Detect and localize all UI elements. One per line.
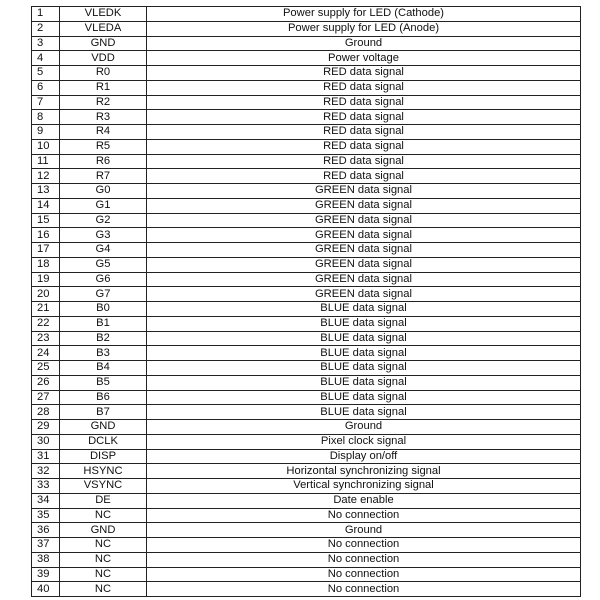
pin-symbol-cell: DCLK [60,434,147,449]
pin-description-cell: GREEN data signal [147,184,581,199]
pin-number-cell: 37 [32,538,60,553]
pin-description-cell: BLUE data signal [147,346,581,361]
pin-description-cell: Power supply for LED (Anode) [147,21,581,36]
pin-description-cell: RED data signal [147,125,581,140]
pin-number-cell: 13 [32,184,60,199]
table-row [32,272,581,287]
pin-symbol-cell: G7 [60,287,147,302]
pin-symbol-cell: VLEDK [60,7,147,22]
table-row [32,287,581,302]
pin-symbol-cell: GND [60,420,147,435]
pin-symbol-cell: HSYNC [60,464,147,479]
pin-description-cell: BLUE data signal [147,316,581,331]
table-row [32,95,581,110]
pin-symbol-cell: DISP [60,449,147,464]
pin-symbol-cell: B5 [60,375,147,390]
pin-description-cell: No connection [147,567,581,582]
pin-number-cell: 33 [32,479,60,494]
pin-description-cell: BLUE data signal [147,302,581,317]
pin-description-cell: GREEN data signal [147,257,581,272]
pin-number-cell: 4 [32,51,60,66]
table-row [32,567,581,582]
pin-symbol-cell: B4 [60,361,147,376]
table-row [32,154,581,169]
pin-number-cell: 38 [32,552,60,567]
pin-symbol-cell: R3 [60,110,147,125]
pin-symbol-cell: NC [60,552,147,567]
pin-symbol-cell: B2 [60,331,147,346]
pin-number-cell: 19 [32,272,60,287]
pin-description-cell: Power supply for LED (Cathode) [147,7,581,22]
pin-number-cell: 21 [32,302,60,317]
table-row [32,479,581,494]
pin-number-cell: 32 [32,464,60,479]
pin-number-cell: 36 [32,523,60,538]
pin-description-cell: GREEN data signal [147,287,581,302]
pin-description-cell: RED data signal [147,66,581,81]
pin-description-cell: BLUE data signal [147,361,581,376]
table-row [32,552,581,567]
pin-number-cell: 2 [32,21,60,36]
pin-table-body [32,7,581,597]
pin-description-cell: No connection [147,552,581,567]
pin-symbol-cell: G2 [60,213,147,228]
table-row [32,257,581,272]
pin-number-cell: 3 [32,36,60,51]
pin-number-cell: 40 [32,582,60,597]
pin-number-cell: 39 [32,567,60,582]
pin-symbol-cell: G6 [60,272,147,287]
table-row [32,213,581,228]
table-row [32,7,581,22]
pin-symbol-cell: R0 [60,66,147,81]
table-row [32,523,581,538]
pin-description-cell: BLUE data signal [147,405,581,420]
pin-symbol-cell: G5 [60,257,147,272]
pin-description-cell: Ground [147,36,581,51]
table-row [32,390,581,405]
pin-assignment-table [31,6,581,597]
pin-symbol-cell: NC [60,567,147,582]
table-row [32,346,581,361]
pin-description-cell: RED data signal [147,169,581,184]
pin-description-cell: Ground [147,420,581,435]
pin-number-cell: 31 [32,449,60,464]
table-row [32,449,581,464]
pin-symbol-cell: VDD [60,51,147,66]
pin-number-cell: 7 [32,95,60,110]
pin-symbol-cell: NC [60,582,147,597]
pin-number-cell: 5 [32,66,60,81]
table-row [32,493,581,508]
pin-number-cell: 1 [32,7,60,22]
table-row [32,508,581,523]
pin-symbol-cell: G1 [60,198,147,213]
table-row [32,36,581,51]
pin-number-cell: 27 [32,390,60,405]
pin-number-cell: 34 [32,493,60,508]
pin-number-cell: 25 [32,361,60,376]
table-row [32,80,581,95]
pin-description-cell: RED data signal [147,110,581,125]
pin-number-cell: 8 [32,110,60,125]
pin-symbol-cell: G3 [60,228,147,243]
pin-number-cell: 18 [32,257,60,272]
pin-description-cell: BLUE data signal [147,375,581,390]
pin-description-cell: Display on/off [147,449,581,464]
pin-number-cell: 23 [32,331,60,346]
table-row [32,538,581,553]
pin-number-cell: 12 [32,169,60,184]
pin-description-cell: Vertical synchronizing signal [147,479,581,494]
pin-symbol-cell: R1 [60,80,147,95]
pin-number-cell: 24 [32,346,60,361]
pin-symbol-cell: R2 [60,95,147,110]
table-row [32,228,581,243]
pin-symbol-cell: G4 [60,243,147,258]
table-row [32,169,581,184]
pin-number-cell: 9 [32,125,60,140]
pin-description-cell: GREEN data signal [147,213,581,228]
pin-symbol-cell: B3 [60,346,147,361]
pin-description-cell: No connection [147,538,581,553]
pin-number-cell: 16 [32,228,60,243]
pin-description-cell: GREEN data signal [147,243,581,258]
table-row [32,361,581,376]
pin-number-cell: 28 [32,405,60,420]
pin-symbol-cell: B7 [60,405,147,420]
table-row [32,110,581,125]
pin-description-cell: BLUE data signal [147,390,581,405]
pin-symbol-cell: NC [60,538,147,553]
pin-description-cell: Date enable [147,493,581,508]
pin-symbol-cell: R7 [60,169,147,184]
table-row [32,375,581,390]
pin-symbol-cell: R6 [60,154,147,169]
pin-description-cell: Power voltage [147,51,581,66]
table-row [32,139,581,154]
pin-description-cell: Ground [147,523,581,538]
pin-symbol-cell: B6 [60,390,147,405]
pin-number-cell: 11 [32,154,60,169]
pin-symbol-cell: G0 [60,184,147,199]
table-row [32,302,581,317]
table-row [32,21,581,36]
pin-number-cell: 22 [32,316,60,331]
table-row [32,434,581,449]
table-row [32,316,581,331]
pin-description-cell: GREEN data signal [147,198,581,213]
pin-symbol-cell: B0 [60,302,147,317]
pin-number-cell: 14 [32,198,60,213]
table-row [32,405,581,420]
table-row [32,243,581,258]
pin-symbol-cell: VLEDA [60,21,147,36]
pin-description-cell: Horizontal synchronizing signal [147,464,581,479]
pin-number-cell: 29 [32,420,60,435]
pin-description-cell: BLUE data signal [147,331,581,346]
table-row [32,582,581,597]
pin-symbol-cell: R4 [60,125,147,140]
pin-symbol-cell: GND [60,523,147,538]
pin-number-cell: 6 [32,80,60,95]
pin-number-cell: 15 [32,213,60,228]
table-row [32,198,581,213]
table-row [32,51,581,66]
pin-symbol-cell: DE [60,493,147,508]
pin-symbol-cell: VSYNC [60,479,147,494]
pin-description-cell: RED data signal [147,154,581,169]
pin-description-cell: GREEN data signal [147,228,581,243]
table-row [32,125,581,140]
pin-description-cell: RED data signal [147,95,581,110]
table-row [32,331,581,346]
pin-symbol-cell: R5 [60,139,147,154]
pin-description-cell: Pixel clock signal [147,434,581,449]
pin-description-cell: No connection [147,508,581,523]
table-row [32,184,581,199]
pin-symbol-cell: B1 [60,316,147,331]
table-row [32,464,581,479]
pin-description-cell: No connection [147,582,581,597]
pin-symbol-cell: GND [60,36,147,51]
pin-number-cell: 10 [32,139,60,154]
pin-symbol-cell: NC [60,508,147,523]
table-row [32,420,581,435]
pin-description-cell: RED data signal [147,139,581,154]
pin-description-cell: RED data signal [147,80,581,95]
pin-number-cell: 17 [32,243,60,258]
pin-number-cell: 35 [32,508,60,523]
table-row [32,66,581,81]
pin-number-cell: 20 [32,287,60,302]
pin-description-cell: GREEN data signal [147,272,581,287]
pin-number-cell: 26 [32,375,60,390]
pin-number-cell: 30 [32,434,60,449]
